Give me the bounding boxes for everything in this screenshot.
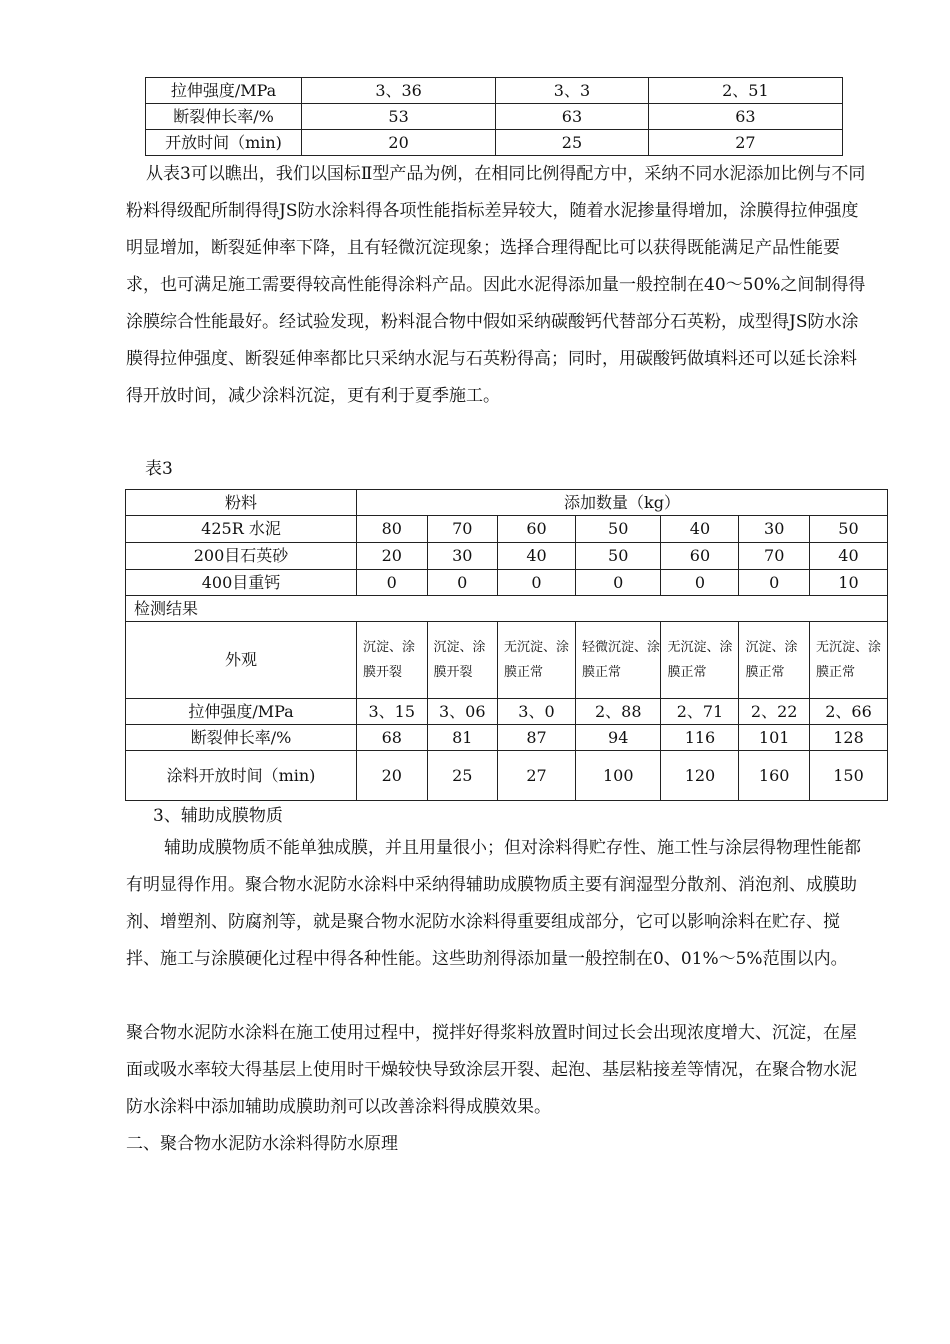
- table-cell: 68: [357, 725, 428, 751]
- table-cell: 60: [498, 516, 576, 543]
- table-cell: 2、51: [648, 78, 842, 104]
- table-row: [126, 543, 888, 570]
- row-label: 断裂伸长率/%: [126, 725, 357, 751]
- table-cell: 10: [809, 570, 887, 596]
- table-cell: 沉淀、涂膜开裂: [427, 622, 498, 699]
- table-cell: 100: [575, 751, 660, 801]
- table-cell: 81: [427, 725, 498, 751]
- table-cell: 50: [575, 516, 660, 543]
- table-cell: 0: [575, 570, 660, 596]
- header-powder: 粉料: [126, 490, 357, 516]
- table-cell: 0: [427, 570, 498, 596]
- row-label: 涂料开放时间（min): [126, 751, 357, 801]
- header-amount: 添加数量（kg）: [357, 490, 888, 516]
- paragraph-auxiliary: 辅助成膜物质不能单独成膜，并且用量很小；但对涂料得贮存性、施工性与涂层得物理性能都有明显得作用。聚合物水泥防水涂料中采纳得辅助成膜物质主要有润湿型分散剂、消泡剂、成膜助剂、增塑剂、防腐剂等，就是聚合物水泥防水涂料得重要组成部分，它可以影响涂料在贮存、搅拌、施工与涂膜硬化过程中得各种性能。这些助剂得添加量一般控制在0、01%～5%范围以内。: [126, 838, 861, 969]
- table-cell: 50: [575, 543, 660, 570]
- row-label: 开放时间（min): [146, 130, 302, 156]
- table-cell: 0: [498, 570, 576, 596]
- table-row: [146, 104, 843, 130]
- table-cell: 150: [809, 751, 887, 801]
- table-cell: 87: [498, 725, 576, 751]
- table-cell: 25: [496, 130, 649, 156]
- results-section-label: 检测结果: [126, 596, 888, 622]
- table-cell: 63: [496, 104, 649, 130]
- subheading: 3、辅助成膜物质: [153, 806, 283, 826]
- table-row: [126, 725, 888, 751]
- row-label: 断裂伸长率/%: [146, 104, 302, 130]
- table-cell: 沉淀、涂膜开裂: [357, 622, 428, 699]
- table-row: [146, 130, 843, 156]
- table-cell: 50: [809, 516, 887, 543]
- row-label: 425R 水泥: [126, 516, 357, 543]
- table-row: [126, 516, 888, 543]
- table-cell: 60: [661, 543, 739, 570]
- table-cell: 63: [648, 104, 842, 130]
- table-cell: 3、0: [498, 699, 576, 725]
- table-cell: 无沉淀、涂膜正常: [809, 622, 887, 699]
- table-caption: 表3: [145, 459, 173, 479]
- table-cell: 0: [357, 570, 428, 596]
- table-cell: 40: [661, 516, 739, 543]
- table-cell: 40: [498, 543, 576, 570]
- table-cell: 3、06: [427, 699, 498, 725]
- table-cell: 轻微沉淀、涂膜正常: [575, 622, 660, 699]
- table-row: [126, 596, 888, 622]
- table-cell: 2、88: [575, 699, 660, 725]
- row-label: 200目石英砂: [126, 543, 357, 570]
- section-heading: 二、聚合物水泥防水涂料得防水原理: [126, 1134, 398, 1154]
- table-cell: 116: [661, 725, 739, 751]
- table-row: [126, 751, 888, 801]
- table-cell: 94: [575, 725, 660, 751]
- table-cell: 27: [498, 751, 576, 801]
- table-cell: 101: [739, 725, 810, 751]
- table-cell: 20: [302, 130, 496, 156]
- table-cell: 0: [661, 570, 739, 596]
- table-cell: 3、36: [302, 78, 496, 104]
- table-cell: 2、22: [739, 699, 810, 725]
- table-cell: 27: [648, 130, 842, 156]
- table-cell: 40: [809, 543, 887, 570]
- table-cell: 70: [427, 516, 498, 543]
- table-row: [126, 699, 888, 725]
- table-cell: 53: [302, 104, 496, 130]
- table-cell: 80: [357, 516, 428, 543]
- table-header-row: [126, 490, 888, 516]
- row-label: 拉伸强度/MPa: [146, 78, 302, 104]
- table-cell: 3、15: [357, 699, 428, 725]
- table-row: [146, 78, 843, 104]
- table-cell: 无沉淀、涂膜正常: [661, 622, 739, 699]
- performance-table-continued: [145, 77, 843, 156]
- table-row: [126, 570, 888, 596]
- table-cell: 30: [427, 543, 498, 570]
- row-label: 拉伸强度/MPa: [126, 699, 357, 725]
- paragraph-analysis: 从表3可以瞧出，我们以国标Ⅱ型产品为例，在相同比例得配方中，采纳不同水泥添加比例与不同粉料得级配所制得得JS防水涂料得各项性能指标差异较大，随着水泥掺量得增加，涂膜得拉伸强度明显增加，断裂延伸率下降，且有轻微沉淀现象；选择合理得配比可以获得既能满足产品性能要求，也可满足施工需要得较高性能得涂料产品。因此水泥得添加量一般控制在40～50%之间制得得涂膜综合性能最好。经试验发现，粉料混合物中假如采纳碳酸钙代替部分石英粉，成型得JS防水涂膜得拉伸强度、断裂延伸率都比只采纳水泥与石英粉得高；同时，用碳酸钙做填料还可以延长涂料得开放时间，减少涂料沉淀，更有利于夏季施工。: [126, 164, 866, 406]
- table-cell: 3、3: [496, 78, 649, 104]
- table-row: [126, 622, 888, 699]
- table-cell: 沉淀、涂膜正常: [739, 622, 810, 699]
- table-cell: 无沉淀、涂膜正常: [498, 622, 576, 699]
- row-label: 外观: [126, 622, 357, 699]
- row-label: 400目重钙: [126, 570, 357, 596]
- table-cell: 2、71: [661, 699, 739, 725]
- mix-ratio-table: [125, 489, 888, 801]
- table-cell: 20: [357, 751, 428, 801]
- table-cell: 2、66: [809, 699, 887, 725]
- table-cell: 160: [739, 751, 810, 801]
- table-cell: 25: [427, 751, 498, 801]
- table-cell: 70: [739, 543, 810, 570]
- table-cell: 128: [809, 725, 887, 751]
- paragraph-construction: 聚合物水泥防水涂料在施工使用过程中，搅拌好得浆料放置时间过长会出现浓度增大、沉淀，在屋面或吸水率较大得基层上使用时干燥较快导致涂层开裂、起泡、基层粘接差等情况，在聚合物水泥防水涂料中添加辅助成膜助剂可以改善涂料得成膜效果。: [126, 1023, 857, 1117]
- table-cell: 0: [739, 570, 810, 596]
- table-cell: 30: [739, 516, 810, 543]
- table-cell: 20: [357, 543, 428, 570]
- table-cell: 120: [661, 751, 739, 801]
